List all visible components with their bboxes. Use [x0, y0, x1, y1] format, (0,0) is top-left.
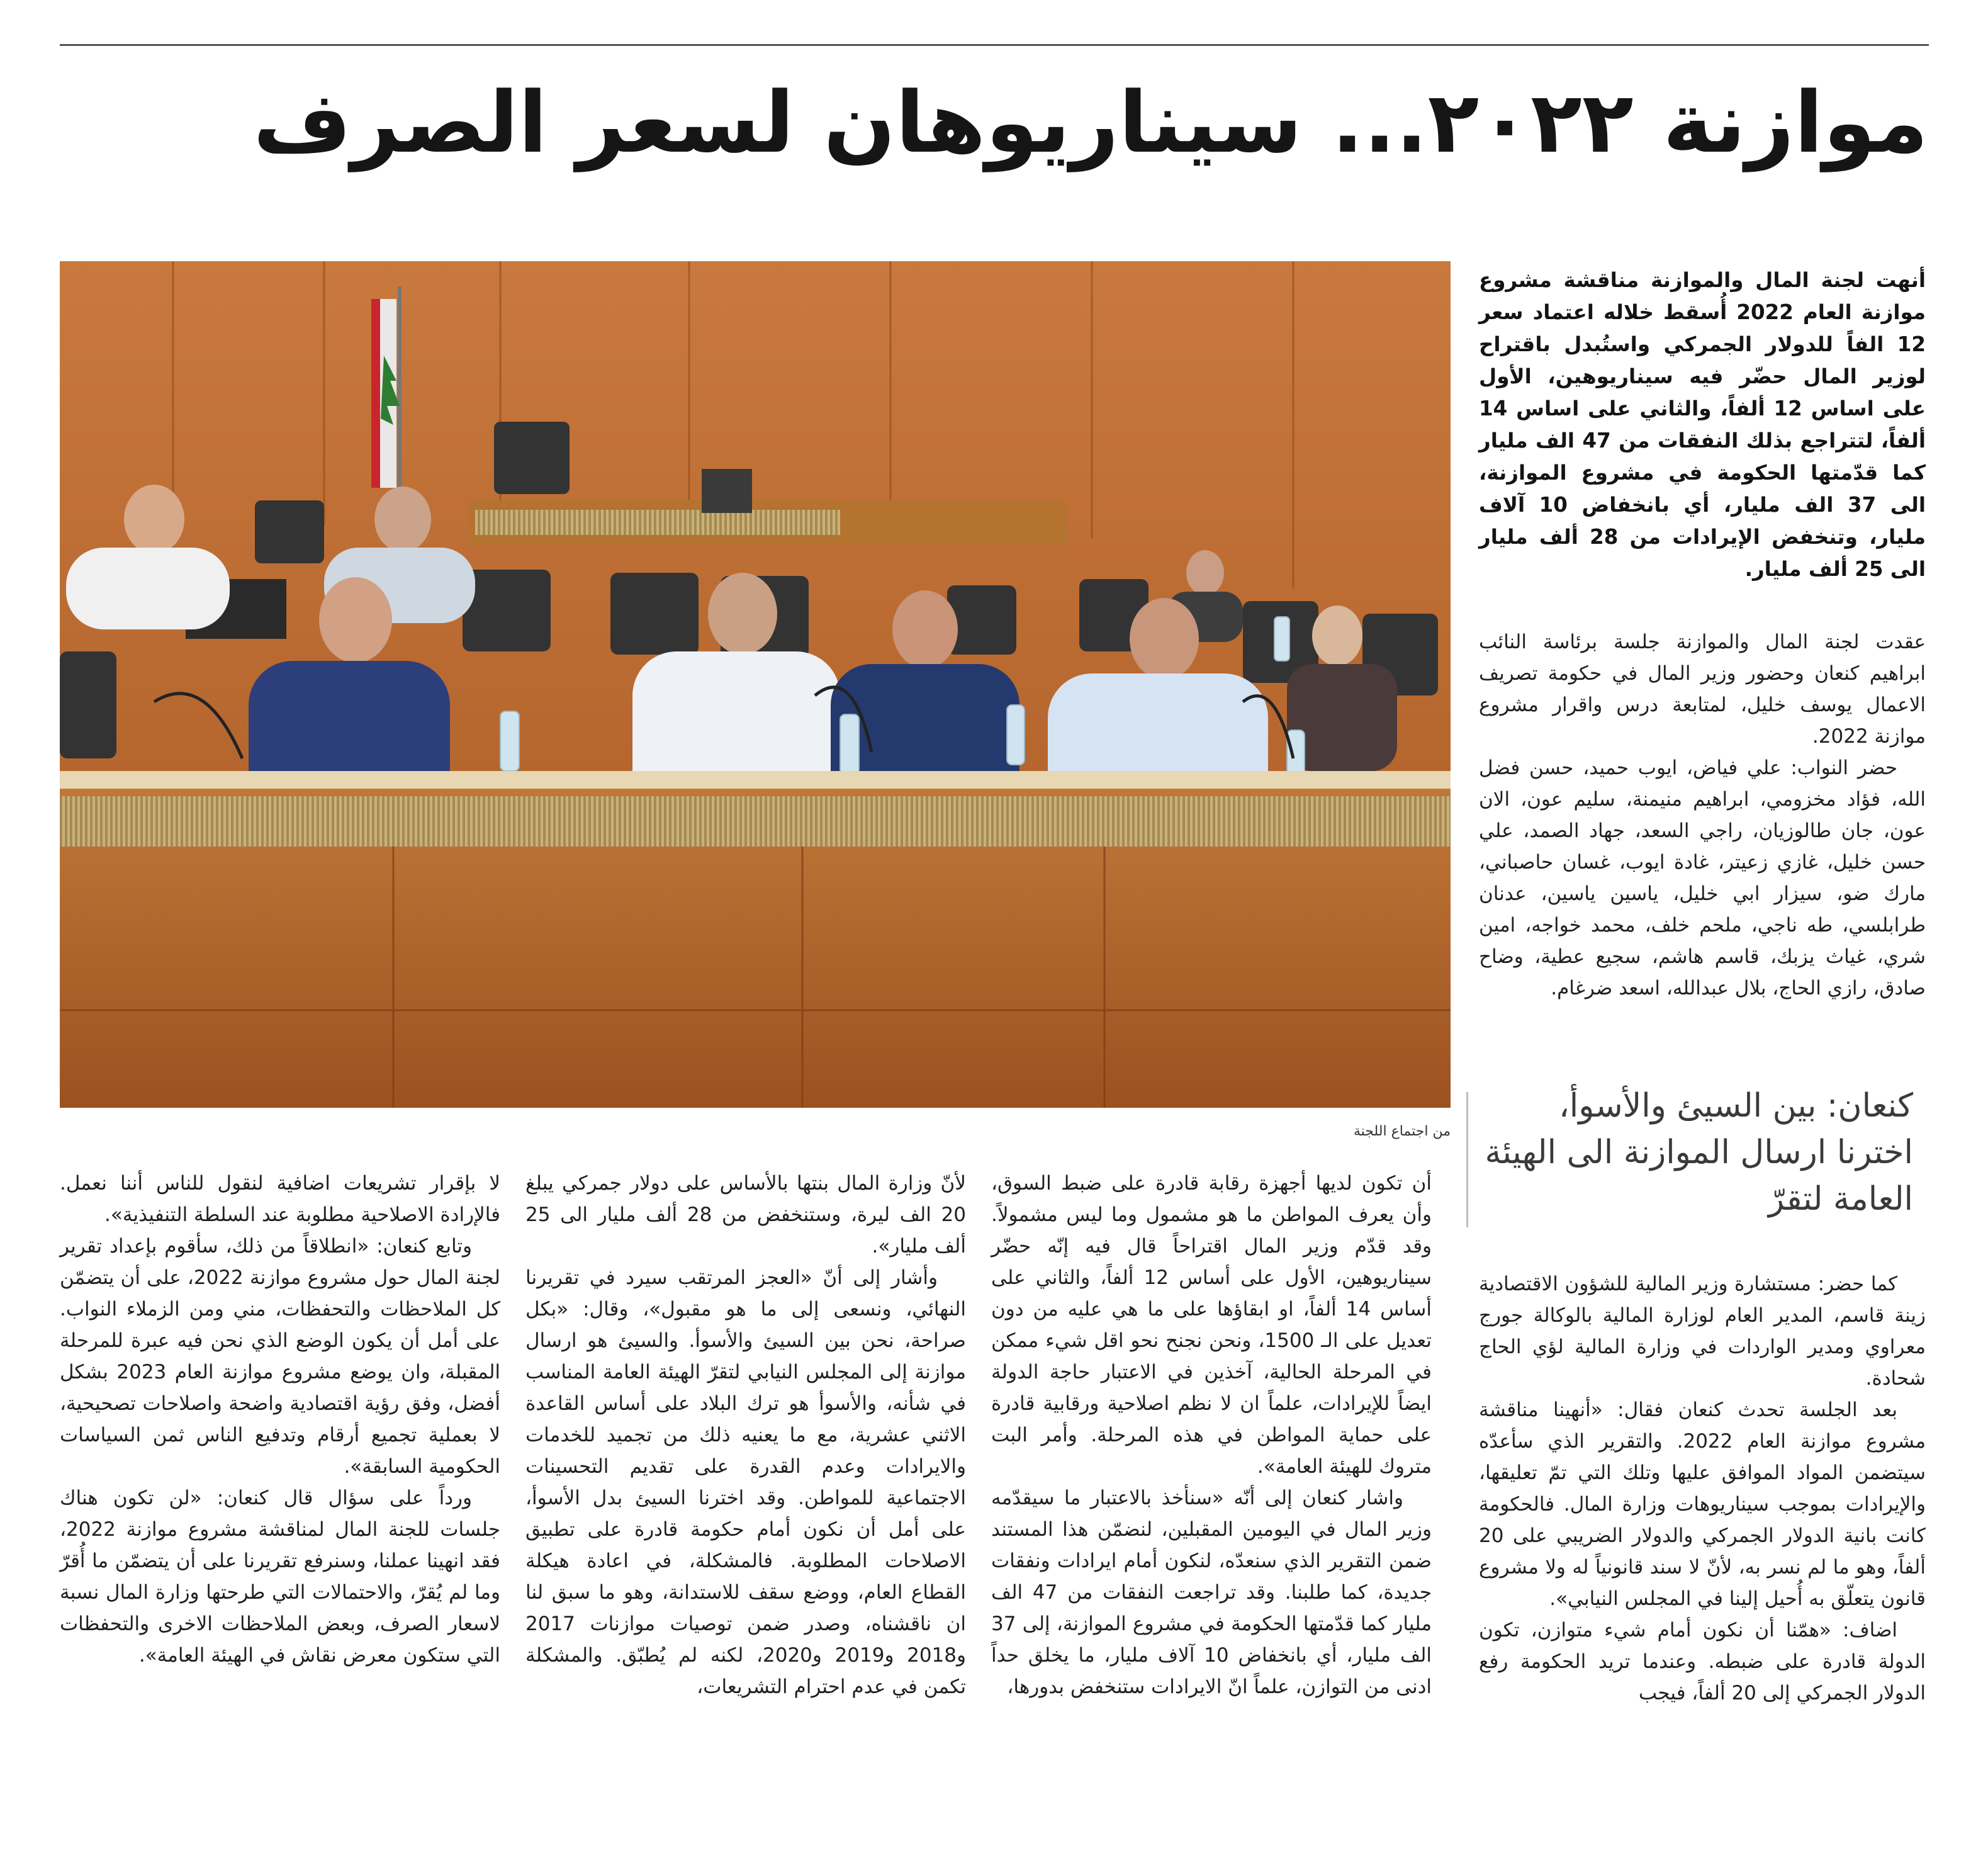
photo-caption: من اجتماع اللجنة: [1353, 1124, 1451, 1139]
pull-quote-bar: [1466, 1092, 1468, 1227]
article-paragraph: بعد الجلسة تحدث كنعان فقال: «أنهينا مناقشة مشروع موازنة العام 2022. والتقرير الذي سأعدّه سيتضمن المواد الموافق عليها وتلك التي تمّ تعليقها، والإيرادات بموجب سيناريوهات وزارة المال. فالحكومة كانت بانية الدولار الجمركي والدولار الضريبي على 20 ألفاً، وهو ما لم نسر به، لأنّ لا سند قانونياً له ولا مشروع قانون يتعلّق به أُحيل إلينا في المجلس النيابي».: [1479, 1399, 1926, 1610]
article-paragraph: كما حضر: مستشارة وزير المالية للشؤون الاقتصادية زينة قاسم، المدير العام لوزارة المالية بالوكالة جورج معراوي ومدير الواردات في وزارة المالية لؤي الحاج شحادة.: [1479, 1273, 1926, 1390]
article-paragraph: اضاف: «همّنا أن نكون أمام شيء متوازن، تكون الدولة قادرة على ضبطه. وعندما تريد الحكومة رفع الدولار الجمركي إلى 20 ألفاً، فيجب: [1479, 1619, 1926, 1704]
attendees-paragraph: حضر النواب: علي فياض، ايوب حميد، حسن فضل الله، فؤاد مخزومي، ابراهيم منيمنة، سليم عون، الان عون، جان طالوزيان، راجي السعد، جهاد الصمد، علي حسن خليل، غازي زعيتر، غادة ايوب، غسان حاصباني، مارك ضو، سيزار ابي خليل، ياسين ياسين، عدنان طرابلسي، طه ناجي، ملحم خلف، محمد خواجه، امين شري، غياث يزبك، قاسم هاشم، سجيع عطية، وضاح صادق، رازي الحاج، بلال عبدالله، اسعد ضرغام.: [1479, 757, 1926, 1000]
headline: موازنة ٢٠٢٢... سيناريوهان لسعر الصرف: [253, 74, 1928, 172]
pull-quote: كنعان: بين السيئ والأسوأ، اخترنا ارسال الموازنة الى الهيئة العامة لتقرّ: [1485, 1087, 1913, 1218]
article-paragraph: لا بإقرار تشريعات اضافية لنقول للناس أننا نعمل. فالإرادة الاصلاحية مطلوبة عند السلطة التنفيذية».: [60, 1172, 500, 1226]
lead-paragraph: أنهت لجنة المال والموازنة مناقشة مشروع موازنة العام 2022 أُسقط خلاله اعتماد سعر 12 الفاً للدولار الجمركي واستُبدل باقتراح لوزير المال حضّر فيه سيناريوهين، الأول على اساس 12 ألفاً، والثاني على اساس 14 ألفاً، لتتراجع بذلك النفقات من 47 الف مليار كما قدّمتها الحكومة في مشروع الموازنة، الى 37 الف مليار، أي بانخفاض 10 آلاف مليار، وتنخفض الإيرادات من 28 ألف مليار الى 25 ألف مليار.: [1479, 268, 1926, 581]
article-paragraph: واشار كنعان إلى أنّه «سنأخذ بالاعتبار ما سيقدّمه وزير المال في اليومين المقبلين، لنضمّن هذا المستند ضمن التقرير الذي سنعدّه، لنكون أمام ايرادات ونفقات جديدة، كما طلبنا. وقد تراجعت النفقات من 47 الف مليار كما قدّمتها الحكومة في مشروع الموازنة، إلى 37 الف مليار، أي بانخفاض 10 آلاف مليار، ما يخلق حداً ادنى من التوازن، علماً انّ الايرادات ستنخفض بدورها،: [991, 1487, 1432, 1698]
top-rule: [60, 44, 1929, 46]
article-paragraph: ورداً على سؤال قال كنعان: «لن تكون هناك جلسات للجنة المال لمناقشة مشروع موازنة 2022، فقد انهينا عملنا، وسنرفع تقريرنا على أن يتضمّن ما أُقرّ وما لم يُقرّ، والاحتمالات التي طرحتها وزارة المال نسبة لاسعار الصرف، وبعض الملاحظات الاخرى والتحفظات التي ستكون معرض نقاش في الهيئة العامة».: [60, 1487, 500, 1667]
article-paragraph: وتابع كنعان: «انطلاقاً من ذلك، سأقوم بإعداد تقرير لجنة المال حول مشروع موازنة 2022، على أن يتضمّن كل الملاحظات والتحفظات، مني ومن الزملاء النواب. على أمل أن يكون الوضع الذي نحن فيه عبرة للمرحلة المقبلة، وان يوضع مشروع موازنة العام 2023 بشكل أفضل، وفق رؤية اقتصادية واضحة واصلاحات تصحيحية، لا بعملية تجميع أرقام وتدفيع الناس ثمن السياسات الحكومية السابقة».: [60, 1235, 500, 1478]
article-paragraph: أن تكون لديها أجهزة رقابة قادرة على ضبط السوق، وأن يعرف المواطن ما هو مشمول وما ليس مشمولاً. وقد قدّم وزير المال اقتراحاً قال فيه إنّه حضّر سيناريوهين، الأول على أساس 12 ألفاً، والثاني على أساس 14 ألفاً، او ابقاؤها على ما هي عليه من دون تعديل على الـ 1500، ونحن نجنح نحو اقل شيء ممكن في المرحلة الحالية، آخذين في الاعتبار حاجة الدولة ايضاً للإيرادات، علماً ان لا نظم اصلاحية ورقابية قادرة على حماية المواطن في هذه المرحلة. وأمر البت متروك للهيئة العامة».: [991, 1172, 1432, 1478]
article-column-2: [991, 1168, 1432, 1703]
article-column-1: [1479, 1268, 1926, 1709]
lebanese-flag-icon: [371, 286, 400, 500]
intro-paragraph: عقدت لجنة المال والموازنة جلسة برئاسة النائب ابراهيم كنعان وحضور وزير المال في حكومة تصريف الاعمال يوسف خليل، لمتابعة درس واقرار مشروع موازنة 2022.: [1479, 631, 1926, 748]
meeting-photo: [60, 261, 1451, 1108]
article-paragraph: لأنّ وزارة المال بنتها بالأساس على دولار جمركي يبلغ 20 الف ليرة، وستنخفض من 28 ألف مليار الى 25 ألف مليار».: [525, 1172, 966, 1258]
article-paragraph: وأشار إلى أنّ «العجز المرتقب سيرد في تقريرنا النهائي، ونسعى إلى ما هو مقبول»، وقال: «بكل صراحة، نحن بين السيئ والأسوأ. والسيئ هو ارسال موازنة إلى المجلس النيابي لتقرّ الهيئة العامة المناسب في شأنه، والأسوأ هو ترك البلاد على أساس القاعدة الاثني عشرية، مع ما يعنيه ذلك من تجميد للخدمات والايرادات وعدم القدرة على تقديم التحسينات الاجتماعية للمواطن. وقد اخترنا السيئ بدل الأسوأ، على أمل أن نكون أمام حكومة قادرة على تطبيق الاصلاحات المطلوبة. فالمشكلة، في اعادة هيكلة القطاع العام، ووضع سقف للاستدانة، وهو ما سبق لنا ان ناقشناه، وصدر ضمن توصيات موازنات 2017 و2018 و2019 و2020، لكنه لم يُطبّق. والمشكلة تكمن في عدم احترام التشريعات،: [525, 1266, 966, 1698]
right-column-top: [1479, 626, 1926, 1004]
article-column-4: [60, 1168, 500, 1671]
article-column-3: [525, 1168, 966, 1703]
